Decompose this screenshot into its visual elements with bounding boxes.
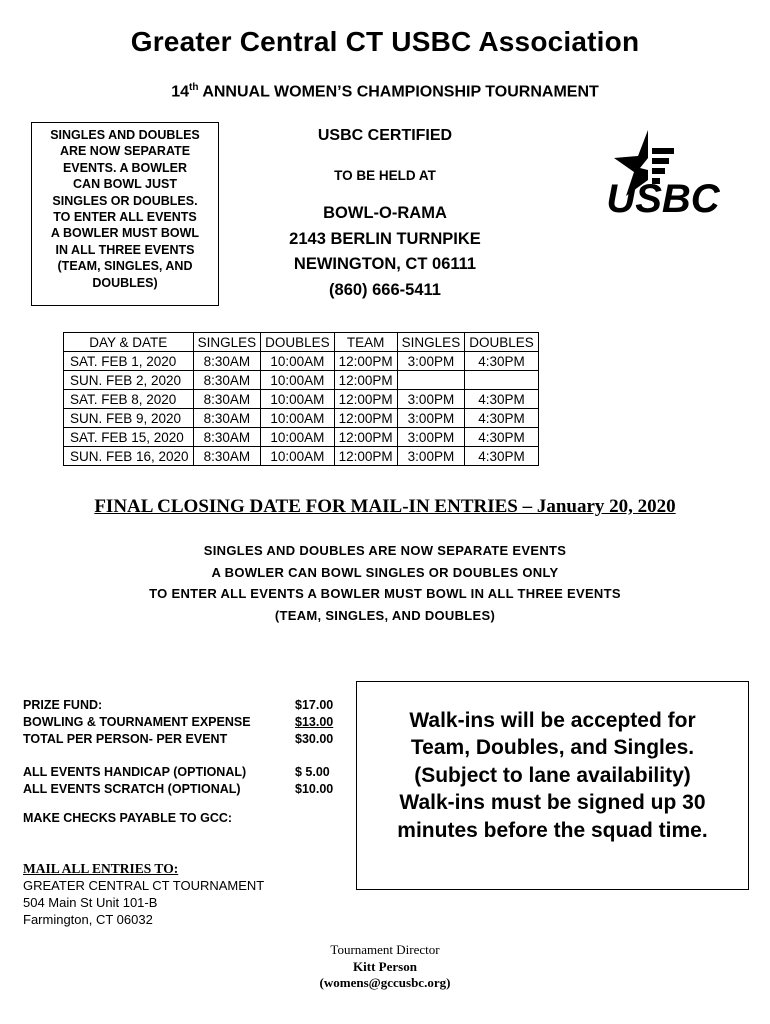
cell-time: 4:30PM bbox=[465, 390, 539, 409]
total-label: TOTAL PER PERSON- PER EVENT bbox=[23, 732, 228, 746]
cell-time: 12:00PM bbox=[334, 428, 397, 447]
cell-time: 8:30AM bbox=[193, 447, 261, 466]
squad-schedule-table bbox=[63, 332, 539, 466]
rule-line: SINGLES AND DOUBLES ARE NOW SEPARATE EVENTS bbox=[203, 543, 567, 558]
cell-time: 12:00PM bbox=[334, 352, 397, 371]
rule-line: A BOWLER CAN BOWL SINGLES OR DOUBLES ONLY bbox=[211, 564, 559, 580]
cell-time: 12:00PM bbox=[334, 390, 397, 409]
notice-line: CAN BOWL JUST bbox=[73, 177, 177, 192]
usbc-certified-label: USBC CERTIFIED bbox=[317, 127, 453, 144]
director-role: Tournament Director bbox=[330, 942, 440, 957]
walk-in-line: Walk-ins will be accepted for bbox=[409, 708, 696, 732]
mail-city: Farmington, CT 06032 bbox=[23, 912, 153, 927]
cell-date: SAT. FEB 8, 2020 bbox=[64, 390, 194, 409]
table-row bbox=[64, 390, 539, 409]
header-doubles: DOUBLES bbox=[261, 333, 335, 352]
venue-street: 2143 BERLIN TURNPIKE bbox=[289, 229, 481, 248]
usbc-logo bbox=[578, 128, 748, 218]
event-rules bbox=[0, 540, 770, 626]
handicap-amount: $ 5.00 bbox=[295, 765, 330, 779]
mail-heading: MAIL ALL ENTRIES TO: bbox=[23, 861, 179, 876]
expense-amount: $13.00 bbox=[295, 715, 334, 729]
cell-time: 8:30AM bbox=[193, 352, 261, 371]
cell-time: 4:30PM bbox=[465, 409, 539, 428]
table-row bbox=[64, 352, 539, 371]
header-singles: SINGLES bbox=[193, 333, 261, 352]
held-at-label: TO BE HELD AT bbox=[334, 168, 436, 183]
mail-name: GREATER CENTRAL CT TOURNAMENT bbox=[23, 878, 265, 893]
venue-phone: (860) 666-5411 bbox=[329, 280, 441, 299]
cell-date: SUN. FEB 2, 2020 bbox=[64, 371, 194, 390]
scratch-label: ALL EVENTS SCRATCH (OPTIONAL) bbox=[23, 782, 241, 796]
cell-time: 3:00PM bbox=[397, 352, 465, 371]
header-team: TEAM bbox=[334, 333, 397, 352]
cell-time: 12:00PM bbox=[334, 447, 397, 466]
subtitle-ordinal-suffix: th bbox=[189, 82, 199, 93]
cell-date: SUN. FEB 9, 2020 bbox=[64, 409, 194, 428]
notice-line: A BOWLER MUST BOWL bbox=[50, 226, 200, 241]
table-row bbox=[64, 409, 539, 428]
page-title: Greater Central CT USBC Association bbox=[130, 26, 640, 57]
cell-time: 10:00AM bbox=[261, 390, 335, 409]
notice-line: ARE NOW SEPARATE bbox=[59, 144, 191, 159]
cell-time: 3:00PM bbox=[397, 390, 465, 409]
subtitle-ordinal: 14 bbox=[171, 83, 190, 101]
cell-time: 10:00AM bbox=[261, 371, 335, 390]
table-row bbox=[64, 447, 539, 466]
checks-payable-note: MAKE CHECKS PAYABLE TO GCC: bbox=[23, 811, 233, 825]
cell-time: 8:30AM bbox=[193, 371, 261, 390]
cell-time: 3:00PM bbox=[397, 447, 465, 466]
notice-line: DOUBLES) bbox=[92, 275, 158, 290]
handicap-label: ALL EVENTS HANDICAP (OPTIONAL) bbox=[23, 765, 247, 779]
cell-date: SAT. FEB 1, 2020 bbox=[64, 352, 194, 371]
walk-in-notice bbox=[356, 681, 749, 890]
cell-time: 8:30AM bbox=[193, 409, 261, 428]
walk-in-line: Team, Doubles, and Singles. bbox=[410, 736, 695, 760]
cell-date: SAT. FEB 15, 2020 bbox=[64, 428, 194, 447]
mail-street: 504 Main St Unit 101-B bbox=[23, 895, 158, 910]
notice-line: EVENTS. A BOWLER bbox=[62, 160, 188, 175]
walk-in-text bbox=[397, 707, 707, 845]
header-doubles-late: DOUBLES bbox=[465, 333, 539, 352]
table-header-row bbox=[64, 333, 539, 352]
cell-time: 12:00PM bbox=[334, 409, 397, 428]
director-email: (womens@gccusbc.org) bbox=[319, 975, 451, 990]
cell-time: 12:00PM bbox=[334, 371, 397, 390]
mailing-address bbox=[23, 860, 264, 928]
cell-time: 4:30PM bbox=[465, 428, 539, 447]
notice-line: (TEAM, SINGLES, AND bbox=[57, 259, 193, 274]
cell-time: 3:00PM bbox=[397, 409, 465, 428]
subtitle-text: ANNUAL WOMEN’S CHAMPIONSHIP TOURNAMENT bbox=[198, 83, 599, 101]
cell-time: 8:30AM bbox=[193, 428, 261, 447]
expense-label: BOWLING & TOURNAMENT EXPENSE bbox=[23, 715, 251, 729]
cell-time: 10:00AM bbox=[261, 428, 335, 447]
closing-date-heading: FINAL CLOSING DATE FOR MAIL-IN ENTRIES – January 20, 2020 bbox=[94, 496, 676, 517]
venue-city: NEWINGTON, CT 06111 bbox=[293, 255, 477, 273]
table-row bbox=[64, 428, 539, 447]
prize-fund-label: PRIZE FUND: bbox=[23, 698, 103, 712]
tournament-subtitle bbox=[0, 82, 770, 101]
director-name: Kitt Person bbox=[353, 958, 417, 974]
usbc-logo-text: USBC bbox=[606, 177, 720, 218]
table-row bbox=[64, 371, 539, 390]
cell-date: SUN. FEB 16, 2020 bbox=[64, 447, 194, 466]
cell-time: 10:00AM bbox=[261, 352, 335, 371]
cell-time: 10:00AM bbox=[261, 447, 335, 466]
prize-fund-amount: $17.00 bbox=[295, 698, 334, 712]
cell-time bbox=[465, 371, 539, 390]
notice-line: SINGLES OR DOUBLES. bbox=[52, 193, 198, 208]
notice-line: TO ENTER ALL EVENTS bbox=[53, 210, 197, 225]
cell-time: 4:30PM bbox=[465, 352, 539, 371]
total-amount: $30.00 bbox=[295, 732, 334, 746]
venue-block bbox=[245, 201, 525, 303]
tournament-director bbox=[0, 942, 770, 992]
cell-time: 8:30AM bbox=[193, 390, 261, 409]
walk-in-line: (Subject to lane availability) bbox=[414, 763, 691, 787]
cell-time bbox=[397, 371, 465, 390]
separate-events-notice bbox=[31, 122, 219, 306]
cell-time: 3:00PM bbox=[397, 428, 465, 447]
walk-in-line: minutes before the squad time. bbox=[397, 818, 708, 842]
cell-time: 10:00AM bbox=[261, 409, 335, 428]
cell-time: 4:30PM bbox=[465, 447, 539, 466]
venue-name: BOWL-O-RAMA bbox=[323, 204, 447, 222]
notice-line: SINGLES AND DOUBLES bbox=[50, 128, 200, 142]
scratch-amount: $10.00 bbox=[295, 782, 334, 796]
header-singles-late: SINGLES bbox=[397, 333, 465, 352]
header-day-date: DAY & DATE bbox=[64, 333, 194, 352]
rule-line: TO ENTER ALL EVENTS A BOWLER MUST BOWL IN ALL THREE EVENTS bbox=[149, 586, 621, 601]
walk-in-line: Walk-ins must be signed up 30 bbox=[399, 791, 706, 815]
notice-line: IN ALL THREE EVENTS bbox=[55, 242, 195, 257]
rule-line: (TEAM, SINGLES, AND DOUBLES) bbox=[274, 607, 496, 623]
